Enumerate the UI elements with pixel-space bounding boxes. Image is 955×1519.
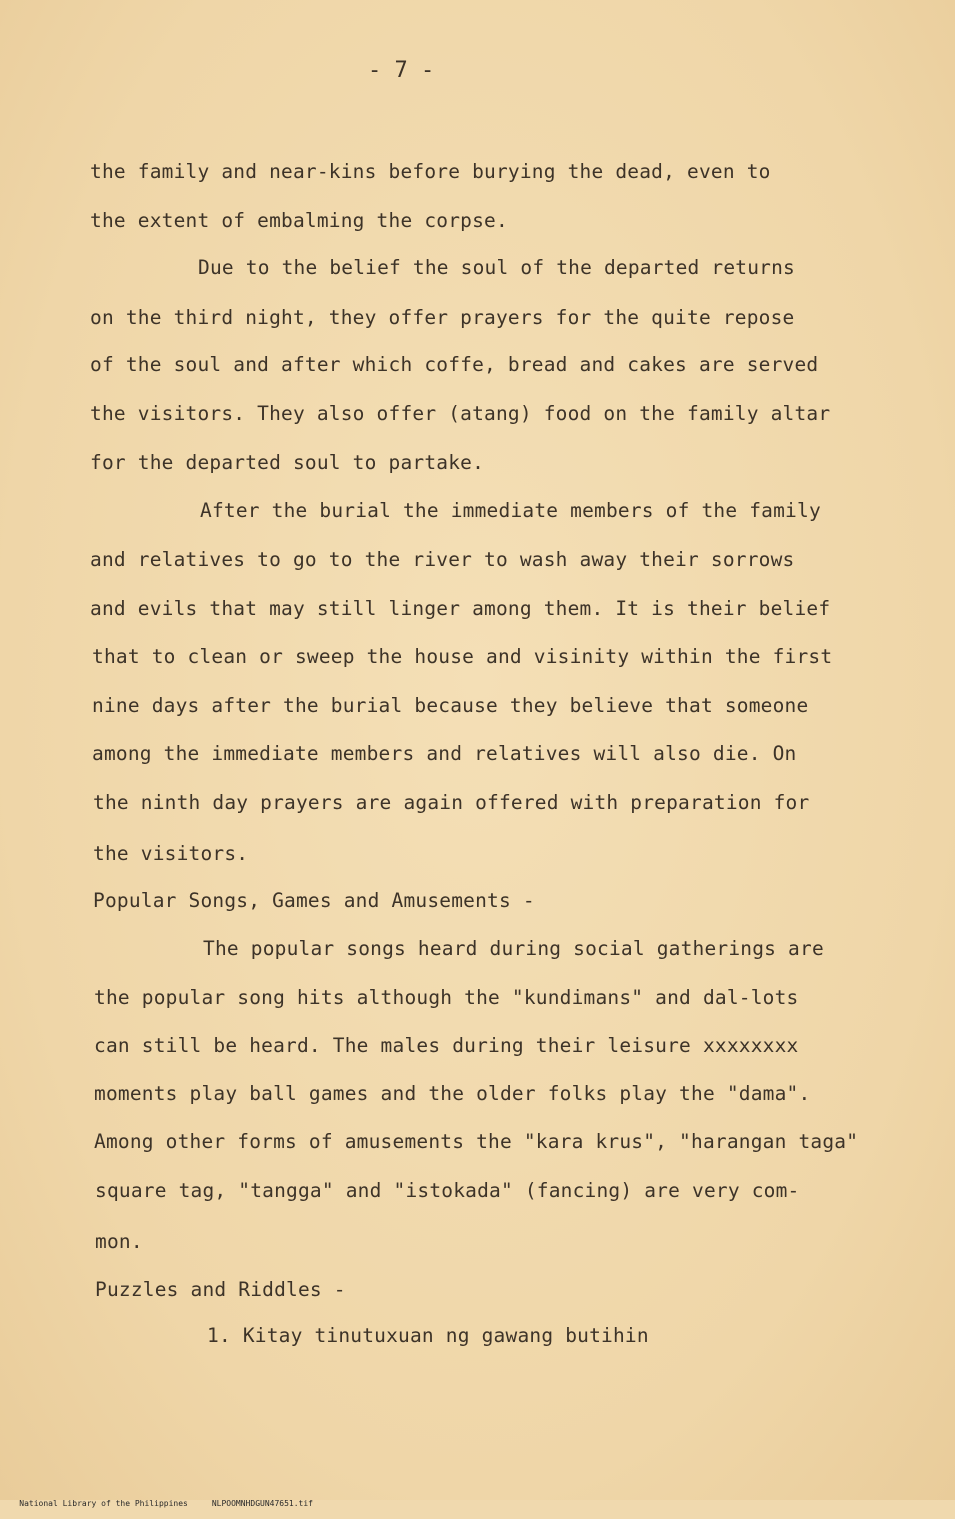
text-line: and relatives to go to the river to wash away their sorrows — [90, 548, 795, 571]
page-number: - 7 - — [368, 58, 435, 83]
text-line: the popular song hits although the "kundimans" and dal-lots — [94, 986, 799, 1009]
text-line: the extent of embalming the corpse. — [90, 209, 508, 232]
text-line: and evils that may still linger among them. It is their belief — [90, 597, 831, 620]
text-line: nine days after the burial because they believe that someone — [92, 694, 809, 717]
text-line: the visitors. — [93, 842, 249, 865]
footer-source: National Library of the Philippines — [19, 1499, 188, 1508]
text-line: Among other forms of amusements the "kara krus", "harangan taga" — [94, 1130, 859, 1153]
section-heading: Popular Songs, Games and Amusements - — [93, 889, 535, 912]
text-line: among the immediate members and relatives will also die. On — [92, 742, 797, 765]
text-line: mon. — [95, 1230, 143, 1253]
text-line: for the departed soul to partake. — [90, 451, 485, 474]
section-heading: Puzzles and Riddles - — [95, 1278, 346, 1301]
text-line: After the burial the immediate members of the family — [200, 499, 821, 522]
text-line: Due to the belief the soul of the departed returns — [198, 256, 795, 279]
text-line: square tag, "tangga" and "istokada" (fancing) are very com- — [95, 1179, 800, 1202]
text-line: moments play ball games and the older folks play the "dama". — [94, 1082, 811, 1105]
text-line: of the soul and after which coffe, bread and cakes are served — [90, 353, 819, 376]
text-line: the ninth day prayers are again offered with preparation for — [93, 791, 810, 814]
footer-file: NLPOOMNHDGUN47651.tif — [211, 1499, 313, 1508]
text-line: the visitors. They also offer (atang) food on the family altar — [90, 402, 831, 425]
riddle-item: 1. Kitay tinutuxuan ng gawang butihin — [207, 1324, 649, 1347]
text-line: can still be heard. The males during their leisure xxxxxxxx — [94, 1034, 799, 1057]
text-line: The popular songs heard during social gatherings are — [203, 937, 824, 960]
text-line: on the third night, they offer prayers for the quite repose — [90, 306, 795, 329]
text-line: that to clean or sweep the house and visinity within the first — [92, 645, 833, 668]
footer — [0, 1489, 337, 1519]
text-line: the family and near-kins before burying the dead, even to — [90, 160, 771, 183]
